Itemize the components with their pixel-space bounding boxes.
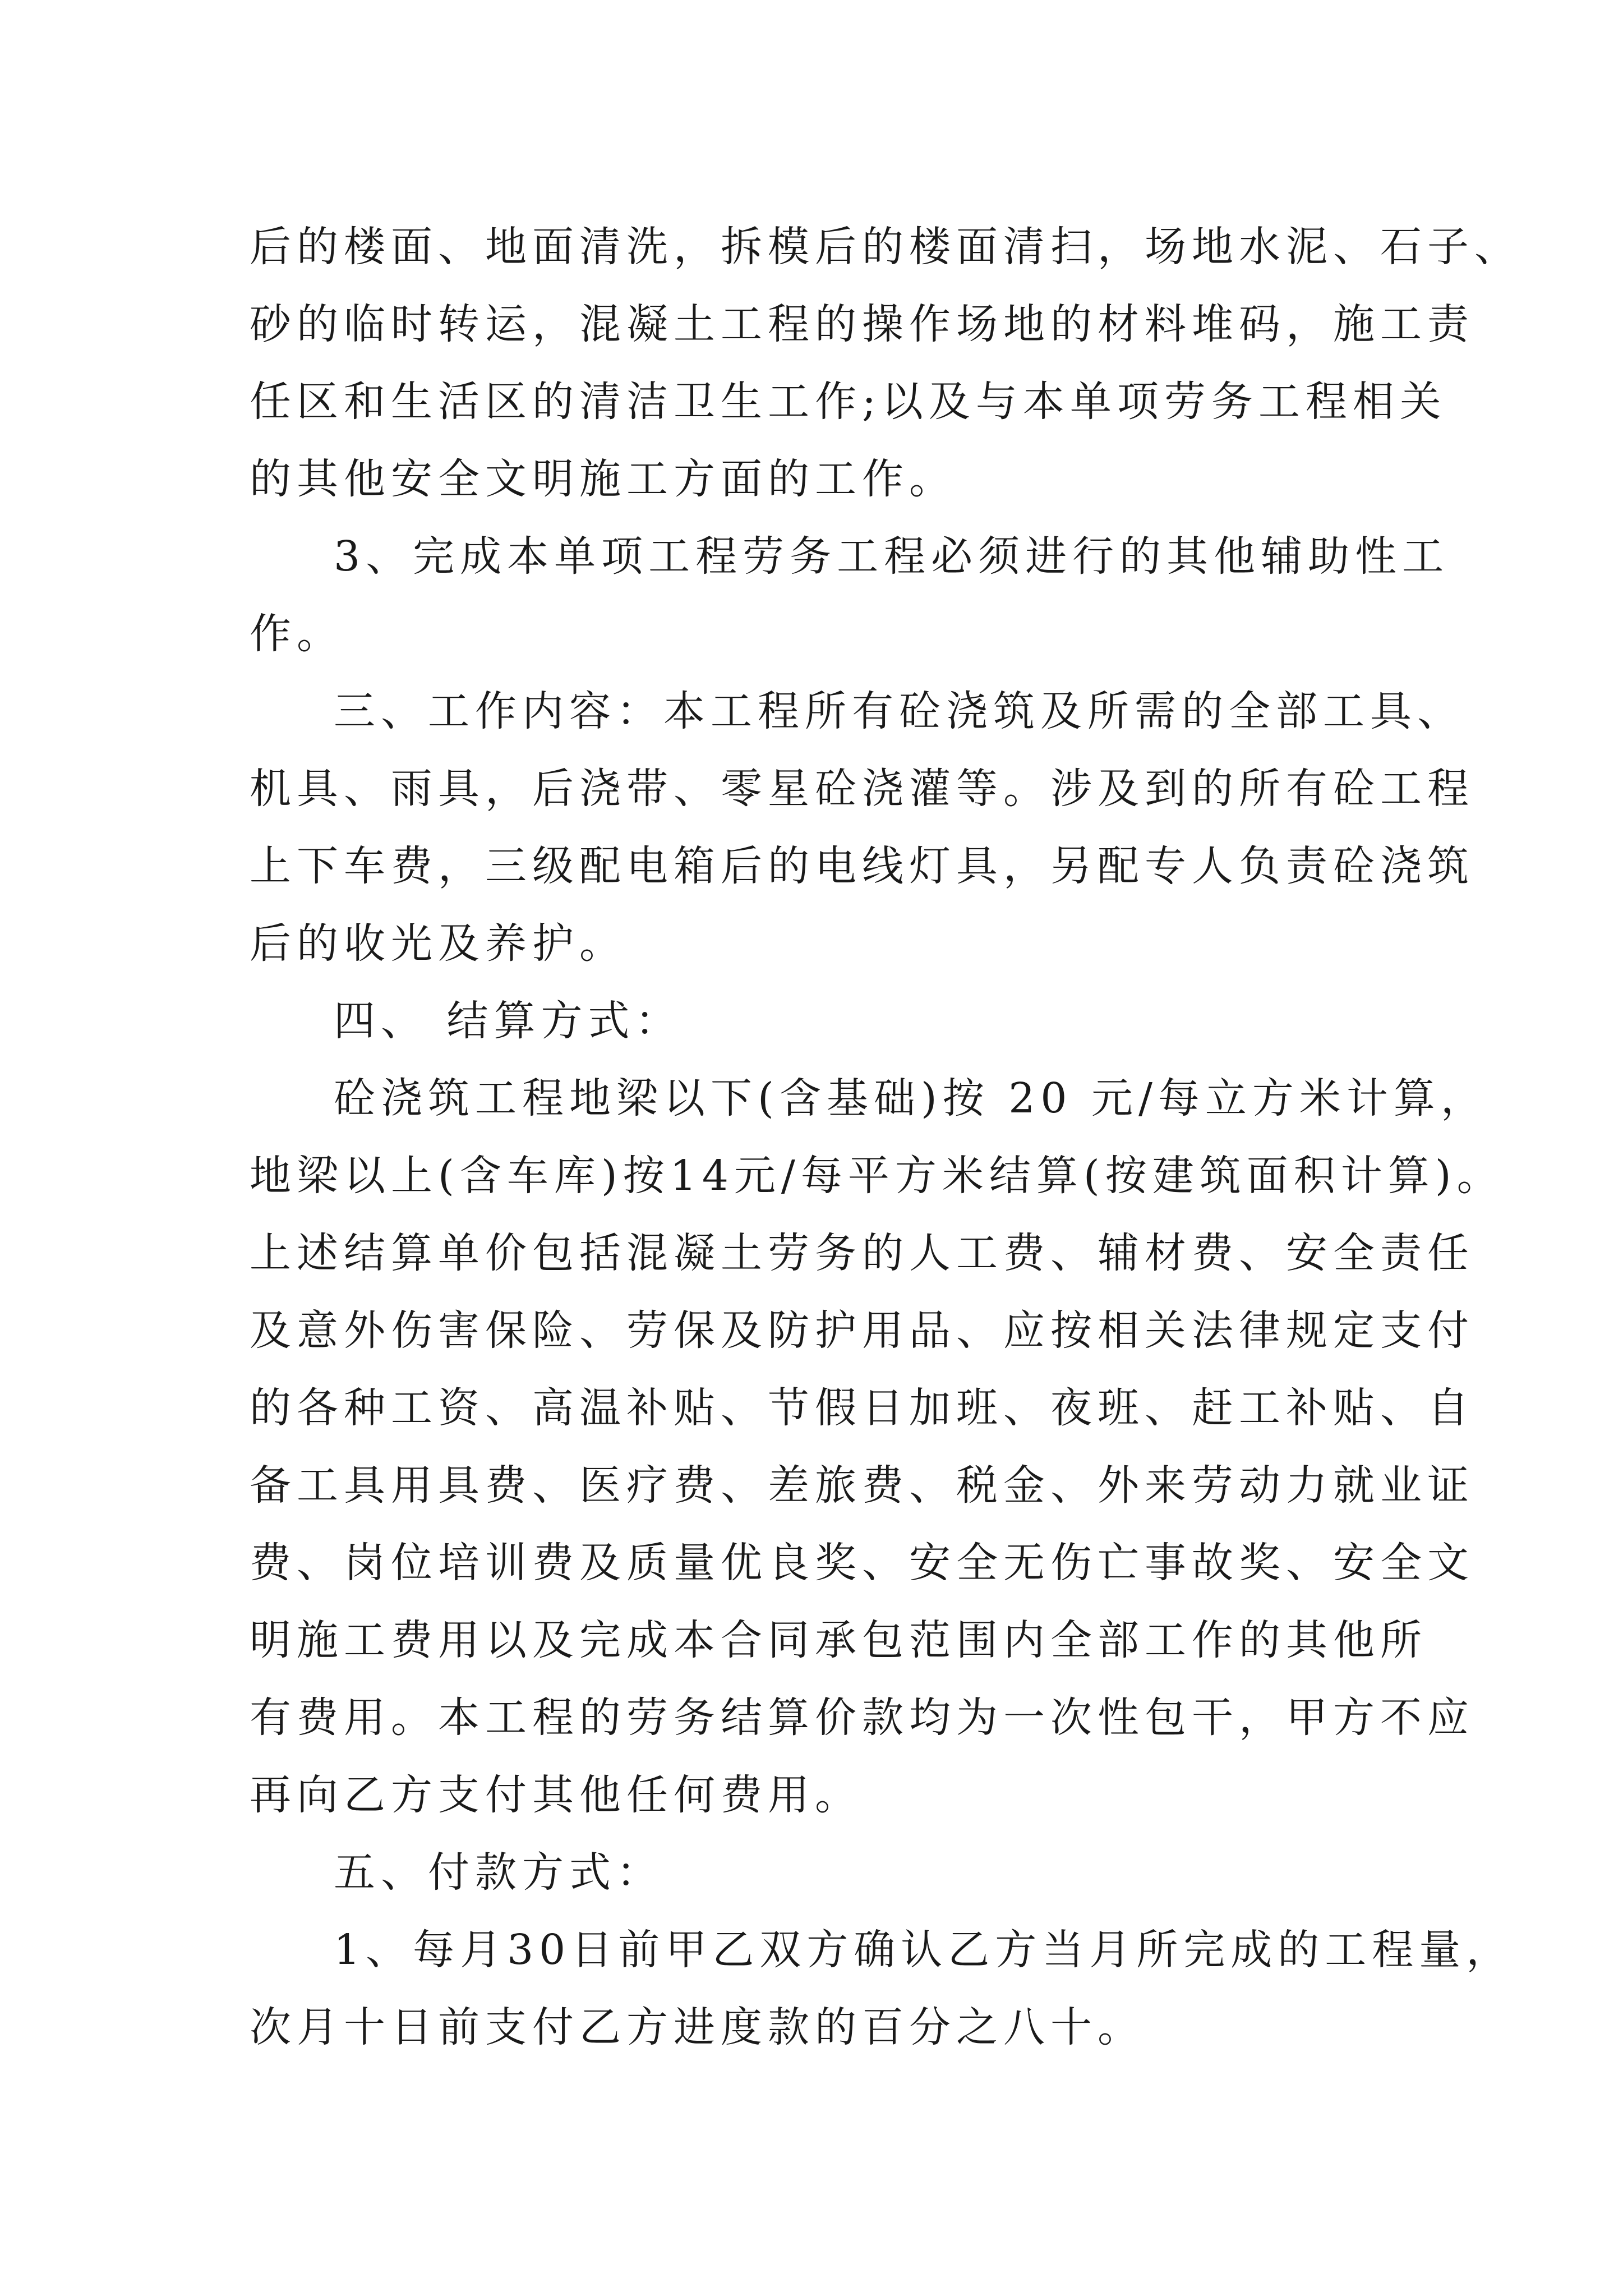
text-line: 的其他安全文明施工方面的工作。: [250, 455, 956, 503]
text-line: 后的楼面、地面清洗，拆模后的楼面清扫，场地水泥、石子、: [250, 223, 1521, 271]
text-line: 机具、雨具，后浇带、零星砼浇灌等。涉及到的所有砼工程: [250, 765, 1474, 813]
section-heading: 五、付款方式：: [334, 1848, 663, 1897]
text-line: 的各种工资、高温补贴、节假日加班、夜班、赶工补贴、自: [250, 1384, 1474, 1432]
text-line: 后的收光及养护。: [250, 919, 626, 968]
text-line: 地梁以上(含车库)按14元/每平方米结算(按建筑面积计算)。: [250, 1152, 1504, 1200]
text-line: 3、完成本单项工程劳务工程必须进行的其他辅助性工: [334, 532, 1450, 581]
section-heading: 三、工作内容：本工程所有砼浇筑及所需的全部工具、: [334, 687, 1464, 735]
text-line: 上述结算单价包括混凝土劳务的人工费、辅材费、安全责任: [250, 1229, 1474, 1277]
text-line: 1、每月30日前甲乙双方确认乙方当月所完成的工程量，: [334, 1926, 1514, 1974]
text-line: 及意外伤害保险、劳保及防护用品、应按相关法律规定支付: [250, 1306, 1474, 1355]
text-line: 再向乙方支付其他任何费用。: [250, 1771, 862, 1819]
text-line: 有费用。本工程的劳务结算价款均为一次性包干，甲方不应: [250, 1694, 1474, 1742]
text-line: 次月十日前支付乙方进度款的百分之八十。: [250, 2003, 1145, 2051]
text-line: 备工具用具费、医疗费、差旅费、税金、外来劳动力就业证: [250, 1461, 1474, 1510]
text-line: 砼浇筑工程地梁以下(含基础)按 20 元/每立方米计算，: [334, 1074, 1488, 1122]
section-heading: 四、 结算方式：: [334, 997, 683, 1045]
text-line: 上下车费，三级配电箱后的电线灯具，另配专人负责砼浇筑: [250, 842, 1474, 890]
text-line: 砂的临时转运，混凝土工程的操作场地的材料堆码，施工责: [250, 300, 1474, 348]
text-line: 明施工费用以及完成本合同承包范围内全部工作的其他所: [250, 1616, 1427, 1664]
text-line: 任区和生活区的清洁卫生工作;以及与本单项劳务工程相关: [250, 378, 1447, 426]
text-line: 费、岗位培训费及质量优良奖、安全无伤亡事故奖、安全文: [250, 1539, 1474, 1587]
text-line: 作。: [250, 610, 344, 658]
